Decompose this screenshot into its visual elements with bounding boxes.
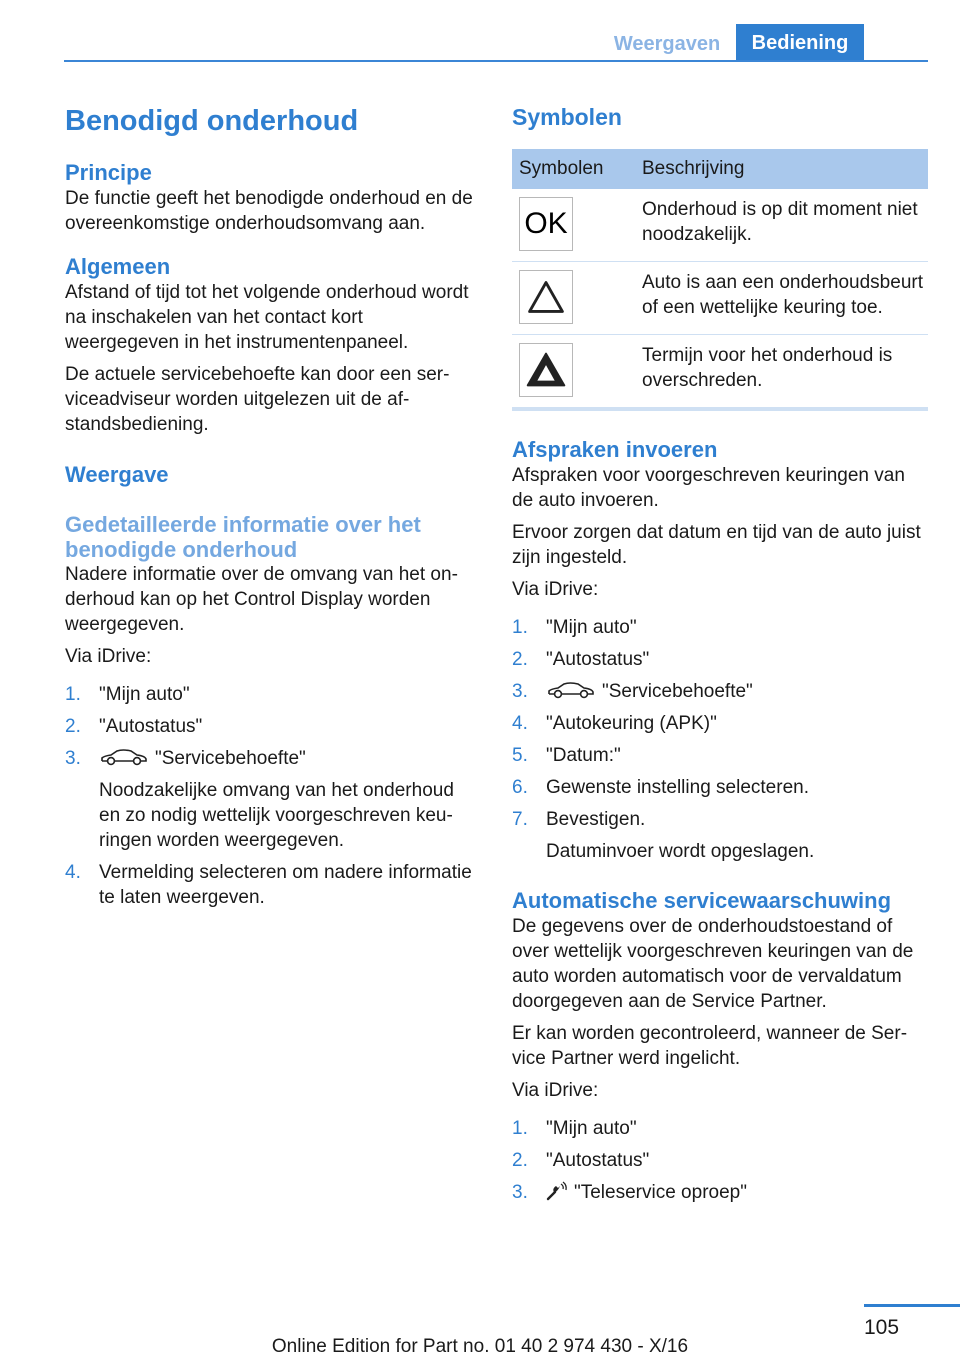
- step-text: "Autokeuring (APK)": [546, 713, 717, 734]
- step-number: 2.: [65, 716, 81, 737]
- description-cell: Auto is aan een onderhoudsbeurt of een wettelijke keuring toe.: [635, 262, 928, 335]
- description-cell: Termijn voor het onderhoud is overschreden.: [635, 335, 928, 410]
- step-text: Bevestigen.: [546, 809, 646, 830]
- left-column: [65, 104, 480, 910]
- afspraken-text-2: Ervoor zorgen dat datum en tijd van de auto juist zijn ingesteld.: [512, 522, 921, 568]
- list-item: [512, 615, 930, 640]
- afspraken-text-1: Afspraken voor voorgeschreven keuringen van de auto invoeren.: [512, 465, 905, 511]
- step-text: "Autostatus": [99, 716, 203, 737]
- afspraken-heading: Afspraken invoeren: [512, 437, 718, 462]
- detail-text: Nadere informatie over de omvang van het onderhoud kan op het Control Display worden weergegeven.: [65, 564, 458, 635]
- step-text: "Teleservice oproep": [574, 1182, 747, 1203]
- list-item: [512, 1148, 930, 1173]
- step-text: Vermelding selecteren om nadere informatie te laten weergeven.: [99, 862, 472, 908]
- car-icon: [99, 747, 149, 767]
- table-row: [512, 189, 928, 262]
- list-item: [512, 711, 930, 736]
- step-text: "Servicebehoefte": [602, 681, 753, 702]
- warning-triangle-filled-icon: [519, 343, 573, 397]
- list-item: [512, 807, 930, 864]
- tab-bediening[interactable]: Bediening: [736, 24, 864, 61]
- step-subtext: Datuminvoer wordt opgeslagen.: [546, 841, 815, 862]
- auto-service-text-1: De gegevens over de onderhoudstoestand of over wettelijk voorgeschreven keuringen van de auto worden automatisch voor de vervaldatum doorgegeven aan de Service Partner.: [512, 916, 914, 1012]
- list-item: [512, 679, 930, 704]
- symbol-cell: [512, 262, 635, 335]
- auto-service-text-2: Er kan worden gecontroleerd, wanneer de Service Partner werd ingelicht.: [512, 1023, 908, 1069]
- auto-service-heading: Automatische servicewaarschuwing: [512, 888, 892, 913]
- list-item: [512, 1180, 930, 1205]
- via-idrive-label: Via iDrive:: [65, 646, 152, 667]
- table-header-row: [512, 149, 928, 189]
- ok-icon: OK: [519, 197, 573, 251]
- edition-footer: Online Edition for Part no. 01 40 2 974 430 - X/16: [271, 1336, 689, 1357]
- page-title: Benodigd onderhoud: [65, 105, 359, 137]
- right-column: [512, 104, 930, 1205]
- list-item: [512, 775, 930, 800]
- step-subtext: Noodzakelijke omvang van het onderhoud en zo nodig wettelijk voorgeschreven keuringen worden weergegeven.: [99, 780, 454, 851]
- symbol-table: [512, 149, 928, 411]
- table-header-beschrijving: Beschrijving: [635, 149, 928, 189]
- step-number: 5.: [512, 745, 528, 766]
- list-item: [512, 743, 930, 768]
- list-item: [512, 1116, 930, 1141]
- algemeen-heading: Algemeen: [65, 254, 171, 279]
- page-number: 105: [864, 1316, 900, 1339]
- list-item: [512, 647, 930, 672]
- step-text: "Mijn auto": [99, 684, 190, 705]
- algemeen-text-1: Afstand of tijd tot het volgende onderhoud wordt na inschakelen van het contact kort weergegeven in het instrumentenpaneel.: [65, 282, 469, 353]
- list-item: [65, 860, 480, 910]
- car-icon: [546, 680, 596, 700]
- step-number: 7.: [512, 809, 528, 830]
- via-idrive-label: Via iDrive:: [512, 1080, 599, 1101]
- list-item: [65, 682, 480, 707]
- step-number: 1.: [65, 684, 81, 705]
- step-text: "Servicebehoefte": [155, 748, 306, 769]
- warning-triangle-outline-icon: [519, 270, 573, 324]
- step-text: "Datum:": [546, 745, 621, 766]
- step-number: 3.: [65, 748, 81, 769]
- step-number: 1.: [512, 1118, 528, 1139]
- step-text: "Mijn auto": [546, 1118, 637, 1139]
- table-row: [512, 262, 928, 335]
- table-header-symbolen: Symbolen: [512, 149, 635, 189]
- step-number: 3.: [512, 681, 528, 702]
- step-number: 6.: [512, 777, 528, 798]
- step-number: 3.: [512, 1182, 528, 1203]
- step-text: "Mijn auto": [546, 617, 637, 638]
- step-number: 4.: [512, 713, 528, 734]
- step-text: Gewenste instelling selecteren.: [546, 777, 809, 798]
- right-step-list: [512, 615, 930, 864]
- principe-text: De functie geeft het benodigde onderhoud en de overeenkomstige onderhoudsomvang aan.: [65, 188, 473, 234]
- teleservice-wrench-icon: [546, 1181, 568, 1201]
- symbol-cell: [512, 335, 635, 410]
- symbolen-heading: Symbolen: [512, 104, 622, 130]
- symbol-cell: [512, 189, 635, 262]
- list-item: [65, 746, 480, 853]
- left-step-list: [65, 682, 480, 910]
- table-row: [512, 335, 928, 410]
- step-number: 2.: [512, 649, 528, 670]
- description-cell: Onderhoud is op dit moment niet noodzakelijk.: [635, 189, 928, 262]
- detail-heading: Gedetailleerde informatie over het benodigde onderhoud: [65, 512, 421, 562]
- tab-weergaven[interactable]: Weergaven: [613, 33, 721, 55]
- algemeen-text-2: De actuele servicebehoefte kan door een serviceadviseur worden uitgelezen uit de afstandsbediening.: [65, 364, 450, 435]
- step-number: 4.: [65, 862, 81, 883]
- step-number: 2.: [512, 1150, 528, 1171]
- step-text: "Autostatus": [546, 649, 650, 670]
- step-text: "Autostatus": [546, 1150, 650, 1171]
- weergave-heading: Weergave: [65, 462, 169, 487]
- step-number: 1.: [512, 617, 528, 638]
- header-rule: [64, 60, 928, 62]
- list-item: [65, 714, 480, 739]
- via-idrive-label: Via iDrive:: [512, 579, 599, 600]
- footer-rule: [864, 1304, 960, 1307]
- right-step-list-2: [512, 1116, 930, 1205]
- principe-heading: Principe: [65, 160, 152, 185]
